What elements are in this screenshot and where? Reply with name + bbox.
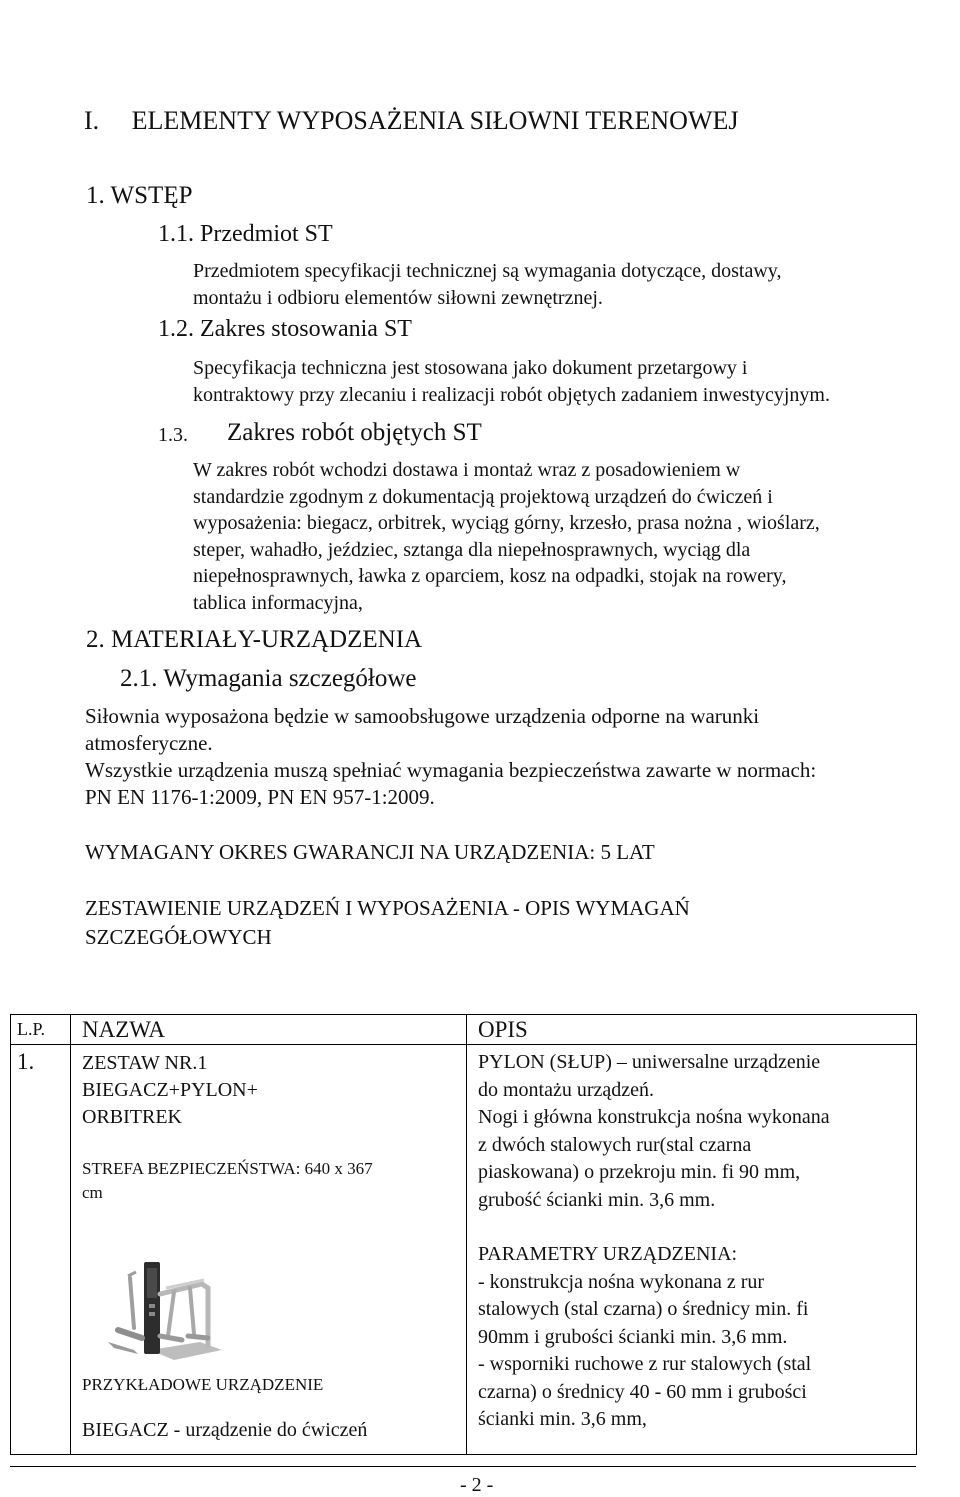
cell-lp bbox=[11, 1045, 71, 1455]
header-name bbox=[71, 1015, 467, 1045]
text-line: STREFA BEZPIECZEŃSTWA: 640 x 367 bbox=[82, 1159, 373, 1178]
text-line: Przedmiotem specyfikacji technicznej są wymagania dotyczące, dostawy, bbox=[193, 260, 782, 282]
header-lp bbox=[11, 1015, 71, 1045]
footer-divider bbox=[10, 1466, 916, 1467]
set-name bbox=[82, 1050, 258, 1131]
text-line: niepełnosprawnych, ławka z oparciem, kosz na odpadki, stojak na rowery, bbox=[193, 565, 787, 587]
text-line: wyposażenia: biegacz, orbitrek, wyciąg górny, krzesło, prasa nożna , wioślarz, bbox=[193, 512, 820, 534]
text-line: do montażu urządzeń. bbox=[478, 1078, 655, 1101]
equipment-table bbox=[10, 1014, 917, 1455]
device-name: BIEGACZ - urządzenie do ćwiczeń bbox=[82, 1419, 368, 1441]
text-line: Wszystkie urządzenia muszą spełniać wymagania bezpieczeństwa zawarte w normach: bbox=[85, 758, 817, 782]
heading-zakres-robot: Zakres robót objętych ST bbox=[227, 419, 482, 446]
text-line: tablica informacyjna, bbox=[193, 591, 363, 614]
paragraph-zakres-stosowania bbox=[193, 355, 830, 408]
text-line: - wsporniki ruchowe z rur stalowych (stal bbox=[478, 1353, 812, 1375]
text-line: piaskowana) o przekroju min. fi 90 mm, bbox=[478, 1161, 801, 1183]
text-line: grubość ścianki min. 3,6 mm. bbox=[478, 1188, 716, 1211]
text-line: PN EN 1176-1:2009, PN EN 957-1:2009. bbox=[85, 785, 435, 809]
page-number: - 2 - bbox=[460, 1474, 494, 1496]
heading-zakres-stosowania: 1.2. Zakres stosowania ST bbox=[158, 316, 412, 342]
safety-zone bbox=[82, 1157, 373, 1205]
text-line: - konstrukcja nośna wykonana z rur bbox=[478, 1270, 765, 1293]
walker-device-illustration bbox=[104, 1258, 224, 1366]
paragraph-przedmiot bbox=[193, 258, 781, 311]
heading-wymagania: 2.1. Wymagania szczegółowe bbox=[120, 665, 417, 692]
heading-materialy: 2. MATERIAŁY-URZĄDZENIA bbox=[86, 626, 423, 653]
table-row bbox=[11, 1045, 917, 1455]
text-line: z dwóch stalowych rur(stal czarna bbox=[478, 1133, 752, 1156]
text-line: czarna) o średnicy 40 - 60 mm i grubości bbox=[478, 1380, 807, 1403]
heading-przedmiot: 1.1. Przedmiot ST bbox=[158, 221, 333, 247]
text-line: atmosferyczne. bbox=[85, 731, 213, 755]
text-line: montażu i odbioru elementów siłowni zewnętrznej. bbox=[193, 286, 603, 309]
example-device-label: PRZYKŁADOWE URZĄDZENIE bbox=[82, 1375, 324, 1394]
text-line: ORBITREK bbox=[82, 1106, 182, 1128]
text-line: steper, wahadło, jeździec, sztanga dla niepełnosprawnych, wyciąg dla bbox=[193, 538, 751, 561]
text-line: BIEGACZ+PYLON+ bbox=[82, 1079, 258, 1101]
device-parameters bbox=[478, 1241, 811, 1434]
text-line: ZESTAWIENIE URZĄDZEŃ I WYPOSAŻENIA - OPIS WYMAGAŃ bbox=[85, 896, 690, 920]
cell-name bbox=[71, 1045, 467, 1455]
header-lp-text: L.P. bbox=[17, 1019, 46, 1039]
text-line: SZCZEGÓŁOWYCH bbox=[85, 925, 272, 949]
text-line: PARAMETRY URZĄDZENIA: bbox=[478, 1243, 738, 1265]
text-line: W zakres robót wchodzi dostawa i montaż wraz z posadowieniem w bbox=[193, 459, 741, 481]
text-line: Specyfikacja techniczna jest stosowana jako dokument przetargowy i bbox=[193, 357, 748, 379]
text-line: standardzie zgodnym z dokumentacją projektową urządzeń do ćwiczeń i bbox=[193, 485, 773, 508]
text-line: cm bbox=[82, 1183, 103, 1202]
paragraph-zakres-robot bbox=[193, 457, 820, 616]
cell-desc bbox=[467, 1045, 917, 1455]
text-line: ścianki min. 3,6 mm, bbox=[478, 1408, 647, 1430]
walker-device-image bbox=[104, 1258, 224, 1366]
section-title: I. ELEMENTY WYPOSAŻENIA SIŁOWNI TERENOWEJ bbox=[84, 106, 739, 135]
text-line: ZESTAW NR.1 bbox=[82, 1052, 208, 1074]
warranty-text: WYMAGANY OKRES GWARANCJI NA URZĄDZENIA: 5 LAT bbox=[85, 840, 655, 864]
text-line: Nogi i główna konstrukcja nośna wykonana bbox=[478, 1106, 830, 1128]
header-name-text: NAZWA bbox=[82, 1017, 166, 1042]
text-line: PYLON (SŁUP) – uniwersalne urządzenie bbox=[478, 1051, 821, 1073]
text-line: Siłownia wyposażona będzie w samoobsługowe urządzenia odporne na warunki bbox=[85, 704, 760, 728]
text-line: stalowych (stal czarna) o średnicy min. fi bbox=[478, 1298, 809, 1320]
text-line: kontraktowy przy zlecaniu i realizacji robót objętych zadaniem inwestycyjnym. bbox=[193, 383, 830, 406]
table-header-row bbox=[11, 1015, 917, 1045]
pylon-description bbox=[478, 1049, 830, 1214]
heading-wstep: 1. WSTĘP bbox=[86, 182, 193, 209]
header-desc-text: OPIS bbox=[478, 1017, 528, 1042]
row-lp-text: 1. bbox=[17, 1049, 35, 1074]
heading-number-1-3: 1.3. bbox=[158, 424, 188, 446]
header-desc bbox=[467, 1015, 917, 1045]
paragraph-wymagania bbox=[85, 703, 816, 811]
text-line: 90mm i grubości ścianki min. 3,6 mm. bbox=[478, 1325, 788, 1348]
summary-heading bbox=[85, 894, 690, 952]
